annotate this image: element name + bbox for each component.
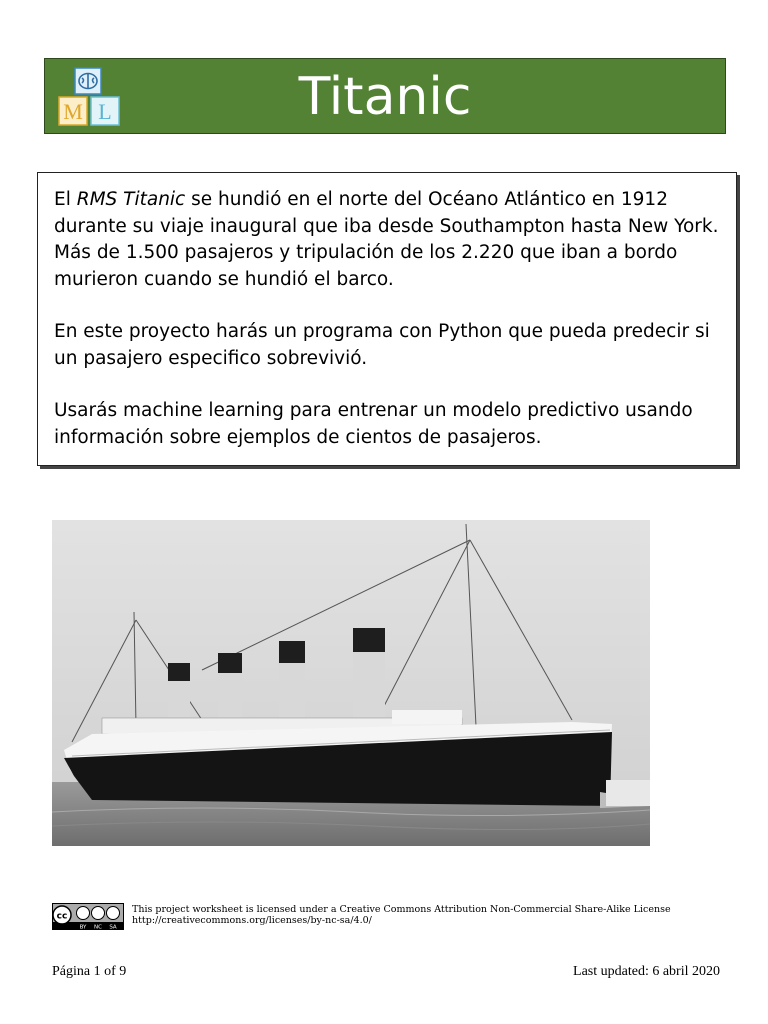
last-updated: Last updated: 6 abril 2020 <box>573 964 720 979</box>
titanic-photo <box>52 520 650 846</box>
svg-text:cc: cc <box>56 911 68 922</box>
license-text <box>132 904 671 926</box>
license-url[interactable]: http://creativecommons.org/licenses/by-nc-sa/4.0/ <box>132 915 372 926</box>
intro-p1-prefix: El <box>54 189 77 210</box>
intro-paragraph-2: En este proyecto harás un programa con Python que pueda predecir si un pasajero especifico sobrevivió. <box>54 321 710 369</box>
page-number: Página 1 of 9 <box>52 964 127 979</box>
cc-nc-label: NC <box>94 924 102 930</box>
header-banner <box>44 58 726 134</box>
cc-by-label: BY <box>79 924 87 930</box>
intro-p1-text: se hundió en el norte del Océano Atlántico en 1912 durante su viaje inaugural que iba desde Southampton hasta New York. Más de 1.500 pasajeros y tripulación de los 2.220 que iban a bordo murieron cuando se hundió el barco. <box>54 189 719 290</box>
intro-paragraph-3: Usarás machine learning para entrenar un modelo predictivo usando información sobre ejemplos de cientos de pasajeros. <box>54 400 693 448</box>
ship-name: RMS Titanic <box>76 189 186 210</box>
license-line: This project worksheet is licensed under a Creative Commons Attribution Non-Commercial Share-Alike License <box>132 904 671 915</box>
cc-by-nc-sa-icon <box>52 903 124 930</box>
logo-letter-l: L <box>98 99 112 124</box>
intro-paragraph-1 <box>54 187 722 293</box>
cc-sa-label: SA <box>109 924 117 930</box>
logo-letter-m: M <box>63 99 83 124</box>
intro-box <box>37 172 737 466</box>
license-block <box>52 903 712 933</box>
page-title: Titanic <box>298 67 472 127</box>
